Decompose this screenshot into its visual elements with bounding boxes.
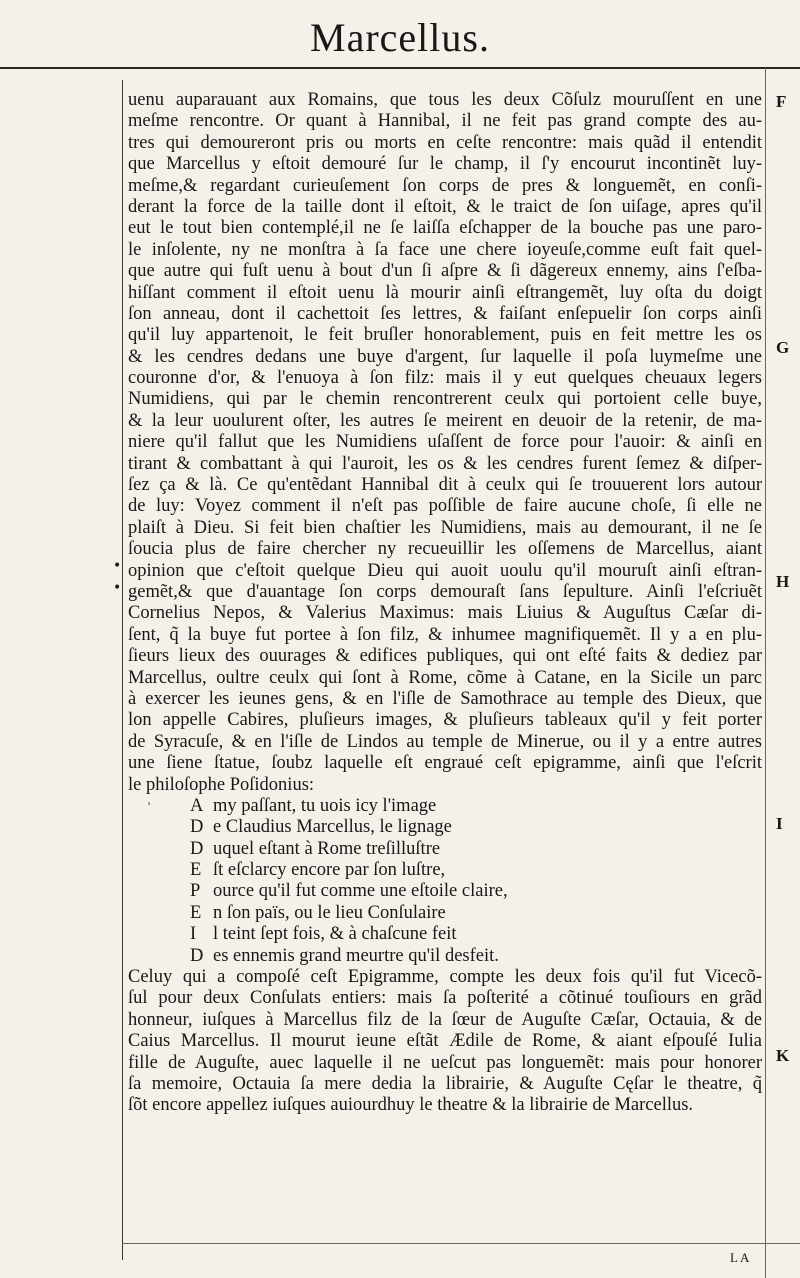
text-line: tres qui demoureront pris ou morts en ceſte rencontre: mais quãd il entendit [128,132,762,153]
verse-line [128,903,762,924]
text-line: ſoucia plus de faire chercher ny recueuillir les oſſemens de Marcellus, aiant [128,539,762,560]
text-line: ſõt encore appellez iuſques auiourdhuy le theatre & la librairie de Marcellus. [128,1095,694,1116]
verse-text: ource qu'il fut comme une eſtoile claire, [213,881,508,902]
verse-line [128,860,762,881]
text-line: une ſiene ſtatue, ſoubz laquelle eſt engraué ceſt epigramme, ainſi que l'eſcrit [128,753,762,774]
left-margin-rule [122,80,123,1260]
text-line: le philoſophe Poſidonius: [128,774,315,795]
text-line: de Syracuſe, & en l'iſle de Lindos au temple de Minerue, ou il y a entre autres [128,731,762,752]
text-line: Marcellus, oultre ceulx qui ſont à Rome, cõme à Catane, en la Sicile un parc [128,667,762,688]
text-line: & la leur uoulurent oſter, les autres ſe meirent en deuoir de la retenir, de ma- [128,410,762,431]
verse-line [128,839,762,860]
verse-text: my paſſant, tu uois icy l'image [213,795,437,816]
text-line: fille de Auguſte, auec laquelle il ne ueſcut pas longuemẽt: mais pour honorer [128,1052,762,1073]
marginal-letter-f: F [776,92,787,111]
verse-line [128,796,762,817]
paragraph-2 [128,967,762,1117]
text-line: hiſſant comment il eſtoit uenu là mourir ainſi eſtrangemẽt, luy oſta du doigt [128,282,762,303]
text-line: gemẽt,& que d'auantage ſon corps demouraſt ſans ſepulture. Ainſi l'eſcriuẽt [128,581,762,602]
text-line: ſez ça & là. Ce qu'entẽdant Hannibal dit à ceulx qui ſe trouuerent lors autour [128,475,762,496]
verse-text: ſt eſclarcy encore par ſon luſtre, [213,860,446,881]
right-margin-rule [765,68,766,1278]
text-line: que Marcellus y eſtoit demouré ſur le champ, il ſ'y encourut incontinẽt luy- [128,154,762,175]
epigram-verse [128,796,762,967]
marginal-letter-k: K [776,1046,790,1065]
running-head: Marcellus. [310,15,490,60]
text-line: plaiſt à Dieu. Si feit bien chaſtier les Numidiens, mais au demourant, il ne ſe [128,517,762,538]
paragraph-1 [128,90,762,796]
verse-text: n ſon païs, ou le lieu Conſulaire [213,902,446,923]
text-line: de luy: Voyez comment il n'eſt pas poſſible de faire aucune choſe, ſi elle ne [128,496,762,517]
text-line: niere qu'il fallut que les Numidiens uſaſſent de force pour l'auoir: & ainſi en [128,432,762,453]
text-line: uenu auparauant aux Romains, que tous les deux Cõſulz mouruſſent en une [128,90,762,110]
text-line: ſieurs lieux des ouurages & edifices publiques, qui ont eſté faits & dediez par [128,646,762,667]
verse-initial: D [190,817,204,838]
header-rule [0,67,800,69]
footer-rule [122,1243,800,1244]
verse-initial: E [190,902,202,923]
marginal-letter-i: I [776,814,783,833]
verse-initial: A [190,795,204,816]
marginal-letter-g: G [776,338,790,357]
text-line: meſme,& regardant curieuſement ſon corps de pres & longuemẽt, en conſi- [128,175,762,196]
text-line: ſon anneau, dont il cachettoit ſes lettres, & faiſant enſepuelir ſon corps ainſi [128,303,762,324]
verse-initial: I [190,924,197,945]
body-text [128,90,762,1117]
text-line: derant la force de la taille dont il eſtoit, & le traict de ſon uiſage, apres qu'il [128,196,762,217]
verse-line [128,924,762,945]
text-line: eut le tout bien contemplé,il ne ſe laiſſa eſchapper de la bouche pas une paro- [128,218,762,239]
text-line: meſme rencontre. Or quant à Hannibal, il ne feit pas grand compte des au- [128,111,762,132]
text-line: ſa memoire, Octauia ſa mere dedia la librairie, & Auguſte Cęſar le theatre, q̃ [128,1073,762,1094]
text-line: tirant & combattant à qui l'auroit, les os & les cendres furent ſemez & diſper- [128,453,762,474]
text-line: lon appelle Cabires, pluſieurs images, & pluſieurs tableaux qu'il y feit porter [128,710,762,731]
text-line: honneur, iuſques à Marcellus filz de la ſœur de Auguſte Cæſar, Octauia, & de [128,1009,762,1030]
verse-line [128,946,762,967]
text-line: Caius Marcellus. Il mourut ieune eſtãt Ædile de Rome, & aiant eſpouſé Iulia [128,1031,762,1052]
verse-initial: D [190,945,204,966]
text-line: Cornelius Nepos, & Valerius Maximus: mais Liuius & Auguſtus Cæſar di- [128,603,762,624]
marginal-letter-h: H [776,572,790,591]
verse-initial: E [190,860,202,881]
text-line: qu'il luy appartenoit, le feit bruſler honorablement, puis en feit mettre les os [128,325,762,346]
text-line: que autre qui fuſt uenu à bout d'un ſi aſpre & ſi dãgereux ennemy, ains ſ'eſba- [128,261,762,282]
text-line: Numidiens, qui par le chemin rencontrerent ceulx qui portoient celle buye, [128,389,762,410]
margin-bullet: • [113,580,122,596]
verse-text: e Claudius Marcellus, le lignage [213,817,452,838]
verse-line [128,817,762,838]
verse-initial: P [190,881,201,902]
catchword: LA [730,1250,752,1265]
text-line: opinion que c'eſtoit quelque Dieu qui auoit uoulu qu'il mouruſt ainſi eſtran- [128,560,762,581]
verse-line [128,881,762,902]
text-line: couronne d'or, & l'enuoya à ſon filz: mais il y eut quelques cheuaux legers [128,368,762,389]
text-line: ſent, q̃ la buye fut portee à ſon filz, & inhumee magnifiquemẽt. Il y a en plu- [128,624,762,645]
text-line: Celuy qui a compoſé ceſt Epigramme, compte les deux fois qu'il fut Vicecõ- [128,967,762,988]
verse-text: uquel eſtant à Rome treſilluſtre [213,838,441,859]
verse-initial: D [190,838,204,859]
text-line: le inſolente, ny ne monſtra à ſa face une chere ioyeuſe,comme euſt fait quel- [128,239,762,260]
verse-mark: ' [148,798,151,813]
text-line: ſul pour deux Conſulats entiers: mais ſa poſterité a cõtinué touſiours en grãd [128,988,762,1009]
text-line: & les cendres dedans une buye d'argent, ſur laquelle il poſa luymeſme une [128,346,762,367]
text-line: à exercer les ieunes gens, & en l'iſle de Samothrace au temple des Dieux, que [128,688,762,709]
verse-text: l teint ſept fois, & à chaſcune feit [213,924,457,945]
margin-bullet: • [113,558,122,574]
verse-text: es ennemis grand meurtre qu'il desfeit. [213,945,499,966]
